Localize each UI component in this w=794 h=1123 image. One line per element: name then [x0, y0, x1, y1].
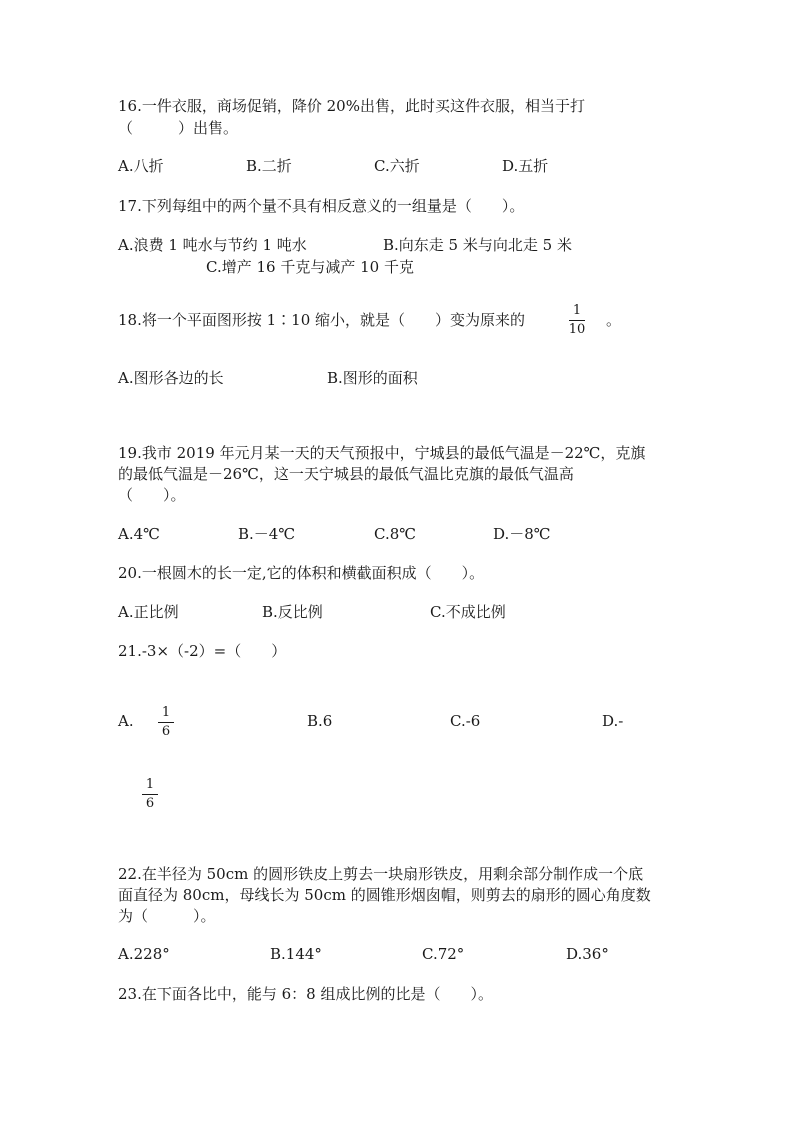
q21-option-a-label[interactable]: A.	[118, 712, 134, 730]
q19-stem-line2: 的最低气温是－26℃，这一天宁城县的最低气温比克旗的最低气温高	[118, 465, 574, 483]
q20-stem: 20.一根圆木的长一定,它的体积和横截面积成（ ）。	[118, 564, 485, 582]
q19-option-b[interactable]: B.－4℃	[238, 525, 296, 543]
q22-option-a[interactable]: A.228°	[118, 945, 170, 963]
q16-option-d[interactable]: D.五折	[502, 157, 549, 175]
q18-option-a[interactable]: A.图形各边的长	[118, 369, 224, 387]
q18-stem: 18.将一个平面图形按 1∶10 缩小，就是（ ）变为原来的	[118, 311, 526, 329]
q16-option-c[interactable]: C.六折	[374, 157, 420, 175]
q22-option-d[interactable]: D.36°	[566, 945, 609, 963]
q22-option-b[interactable]: B.144°	[270, 945, 322, 963]
q17-stem: 17.下列每组中的两个量不具有相反意义的一组量是（ ）。	[118, 197, 525, 215]
q18-fraction	[566, 304, 588, 337]
q19-option-c[interactable]: C.8℃	[374, 525, 417, 543]
q16-stem-line1: 16.一件衣服，商场促销，降价 20%出售，此时买这件衣服，相当于打	[118, 97, 585, 115]
q22-stem-line3: 为（ ）。	[118, 907, 216, 925]
q21-option-b[interactable]: B.6	[307, 712, 333, 730]
q21-d-numerator: 1	[145, 777, 155, 792]
fraction-bar	[142, 794, 158, 795]
q21-d-denominator: 6	[145, 796, 155, 811]
q22-stem-line2: 面直径为 80cm，母线长为 50cm 的圆锥形烟囱帽，则剪去的扇形的圆心角度数	[118, 886, 651, 904]
q19-option-a[interactable]: A.4℃	[118, 525, 160, 543]
q17-option-b[interactable]: B.向东走 5 米与向北走 5 米	[383, 236, 572, 254]
q16-option-a[interactable]: A.八折	[118, 157, 164, 175]
q19-stem-line1: 19.我市 2019 年元月某一天的天气预报中，宁城县的最低气温是－22℃，克旗	[118, 444, 646, 462]
q18-option-b[interactable]: B.图形的面积	[327, 369, 418, 387]
q17-option-c[interactable]: C.增产 16 千克与减产 10 千克	[206, 258, 414, 276]
q20-option-a[interactable]: A.正比例	[118, 603, 179, 621]
q19-stem-line3: （ ）。	[118, 486, 186, 504]
q21-option-c[interactable]: C.-6	[450, 712, 481, 730]
q21-a-denominator: 6	[161, 724, 171, 739]
q21-option-d-label[interactable]: D.-	[602, 712, 624, 730]
q21-option-d-fraction[interactable]	[139, 778, 161, 811]
q16-stem-line2: （ ）出售。	[118, 119, 239, 137]
q22-option-c[interactable]: C.72°	[422, 945, 465, 963]
q18-fraction-numerator: 1	[572, 303, 582, 318]
fraction-bar	[158, 722, 174, 723]
fraction-bar	[569, 320, 585, 321]
q21-option-a-fraction[interactable]	[155, 706, 177, 739]
q18-fraction-denominator: 10	[568, 322, 586, 337]
q22-stem-line1: 22.在半径为 50cm 的圆形铁皮上剪去一块扇形铁皮，用剩余部分制作成一个底	[118, 865, 644, 883]
q20-option-b[interactable]: B.反比例	[262, 603, 323, 621]
q21-stem: 21.-3×（-2）=（ ）	[118, 642, 287, 660]
q17-option-a[interactable]: A.浪费 1 吨水与节约 1 吨水	[118, 236, 307, 254]
q21-a-numerator: 1	[161, 705, 171, 720]
q23-stem: 23.在下面各比中，能与 6：8 组成比例的比是（ ）。	[118, 985, 493, 1003]
q19-option-d[interactable]: D.－8℃	[493, 525, 551, 543]
q16-option-b[interactable]: B.二折	[246, 157, 292, 175]
q18-stem-end: 。	[606, 311, 622, 329]
q20-option-c[interactable]: C.不成比例	[430, 603, 506, 621]
